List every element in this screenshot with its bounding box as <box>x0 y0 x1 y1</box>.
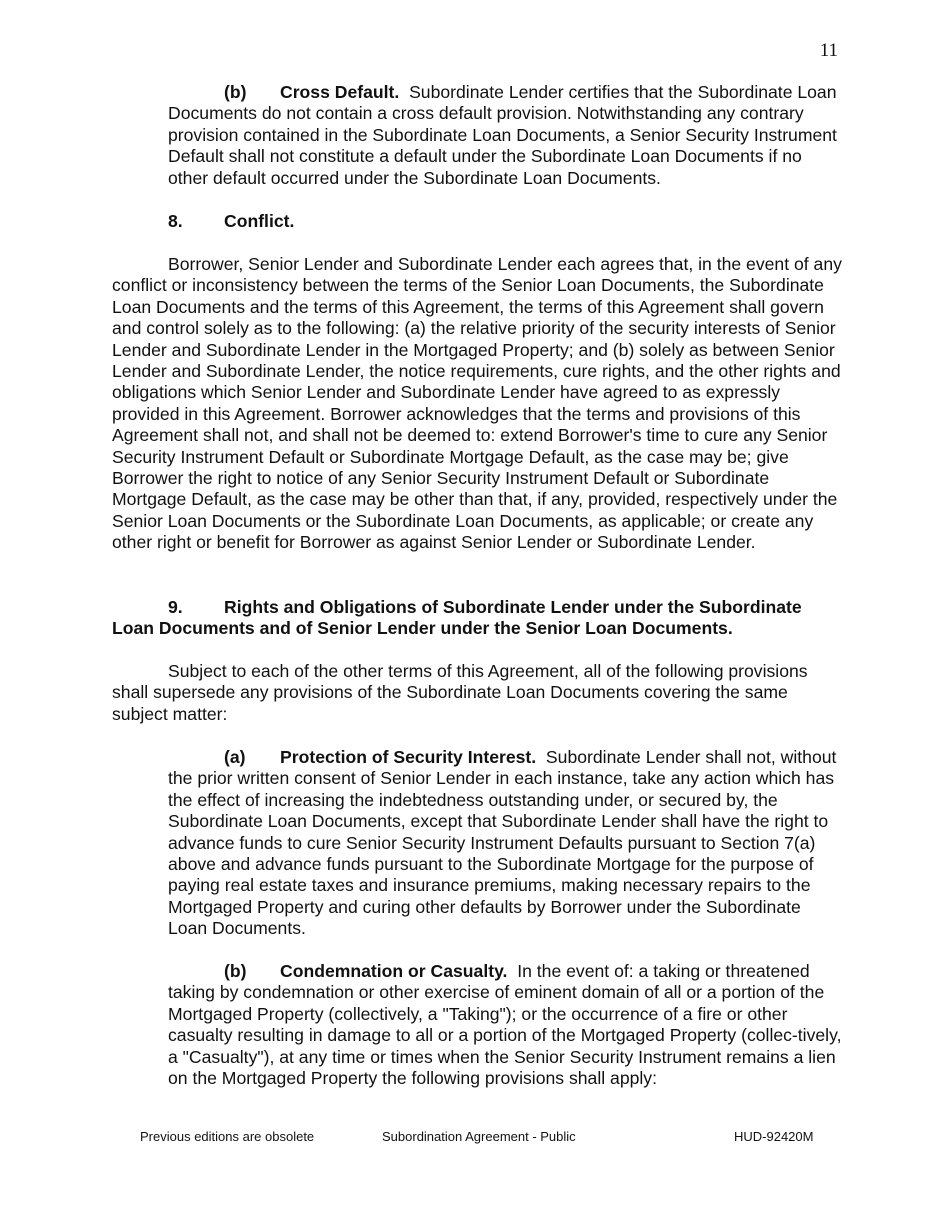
section-9a-paragraph <box>168 747 843 940</box>
section-7b-paragraph <box>168 82 843 189</box>
section-9-heading <box>112 597 842 640</box>
footer-center: Subordination Agreement - Public <box>382 1129 576 1144</box>
section-9b-paragraph <box>168 961 843 1089</box>
section-9-title: Rights and Obligations of Subordinate Lender under the Subordinate Loan Documents and of Senior Lender under the Senior Loan Documents. <box>112 597 802 639</box>
section-9a-text: Subordinate Lender shall not, without the prior written consent of Senior Lender in each instance, take any action which has the effect of increasing the indebtedness outstanding under, or secured by, the Subordinate Loan Documents, except that Subordinate Lender shall have the right to advance funds to cure Senior Security Instrument Defaults pursuant to Section 7(a) above and advance funds pursuant to the Subordinate Mortgage for the purpose of paying real estate taxes and insurance premiums, making necessary repairs to the Mortgaged Property and curing other defaults by Borrower under the Subordinate Loan Documents. <box>168 747 837 939</box>
section-8-number: 8. <box>168 211 183 231</box>
page-number: 11 <box>819 40 838 61</box>
section-8-body: Borrower, Senior Lender and Subordinate Lender each agrees that, in the event of any conflict or inconsistency between the terms of the Senior Loan Documents, the Subordinate Loan Documents and the terms of this Agreement, the terms of this Agreement shall govern and control solely as to the following: (a) the relative priority of the security interests of Senior Lender and Subordinate Lender in the Mortgaged Property; and (b) solely as between Senior Lender and Subordinate Lender, the notice requirements, cure rights, and the other rights and obligations which Senior Lender and Subordinate Lender have agreed to as expressly provided in this Agreement. Borrower acknowledges that the terms and provisions of this Agreement shall not, and shall not be deemed to: extend Borrower's time to cure any Senior Security Instrument Default or Subordinate Mortgage Default, as the case may be; give Borrower the right to notice of any Senior Security Instrument Default or Subordinate Mortgage Default, as the case may be other than that, if any, provided, respectively under the Senior Loan Documents or the Subordinate Loan Documents, as applicable; or create any other right or benefit for Borrower as against Senior Lender or Subordinate Lender. <box>112 254 842 553</box>
section-7b-title: Cross Default. <box>280 82 400 102</box>
section-9b-label: (b) <box>224 961 247 981</box>
section-8-heading <box>168 211 294 232</box>
footer-right: HUD-92420M <box>734 1129 814 1144</box>
section-7b-label: (b) <box>224 82 247 102</box>
section-9b-text: In the event of: a taking or threatened taking by condemnation or other exercise of eminent domain of all or a portion of the Mortgaged Property (collectively, a "Taking"); or the occurrence of a fire or other casualty resulting in damage to all or a portion of the Mortgaged Property (collec-tively, a "Casualty"), at any time or times when the Senior Security Instrument remains a lien on the Mortgaged Property the following provisions shall apply: <box>168 961 842 1089</box>
section-9a-label: (a) <box>224 747 246 767</box>
footer-left: Previous editions are obsolete <box>140 1129 315 1144</box>
section-9b-title: Condemnation or Casualty. <box>280 961 508 981</box>
section-9a-title: Protection of Security Interest. <box>280 747 537 767</box>
section-9-intro: Subject to each of the other terms of this Agreement, all of the following provisions shall supersede any provisions of the Subordinate Loan Documents covering the same subject matter: <box>112 661 808 724</box>
section-8-title: Conflict. <box>224 211 295 231</box>
section-7b-text: Subordinate Lender certifies that the Subordinate Loan Documents do not contain a cross default provision. Notwithstanding any contrary provision contained in the Subordinate Loan Documents, a Senior Security Instrument Default shall not constitute a default under the Subordinate Loan Documents if no other default occurred under the Subordinate Loan Documents. <box>168 82 837 188</box>
section-9-number: 9. <box>168 597 183 617</box>
